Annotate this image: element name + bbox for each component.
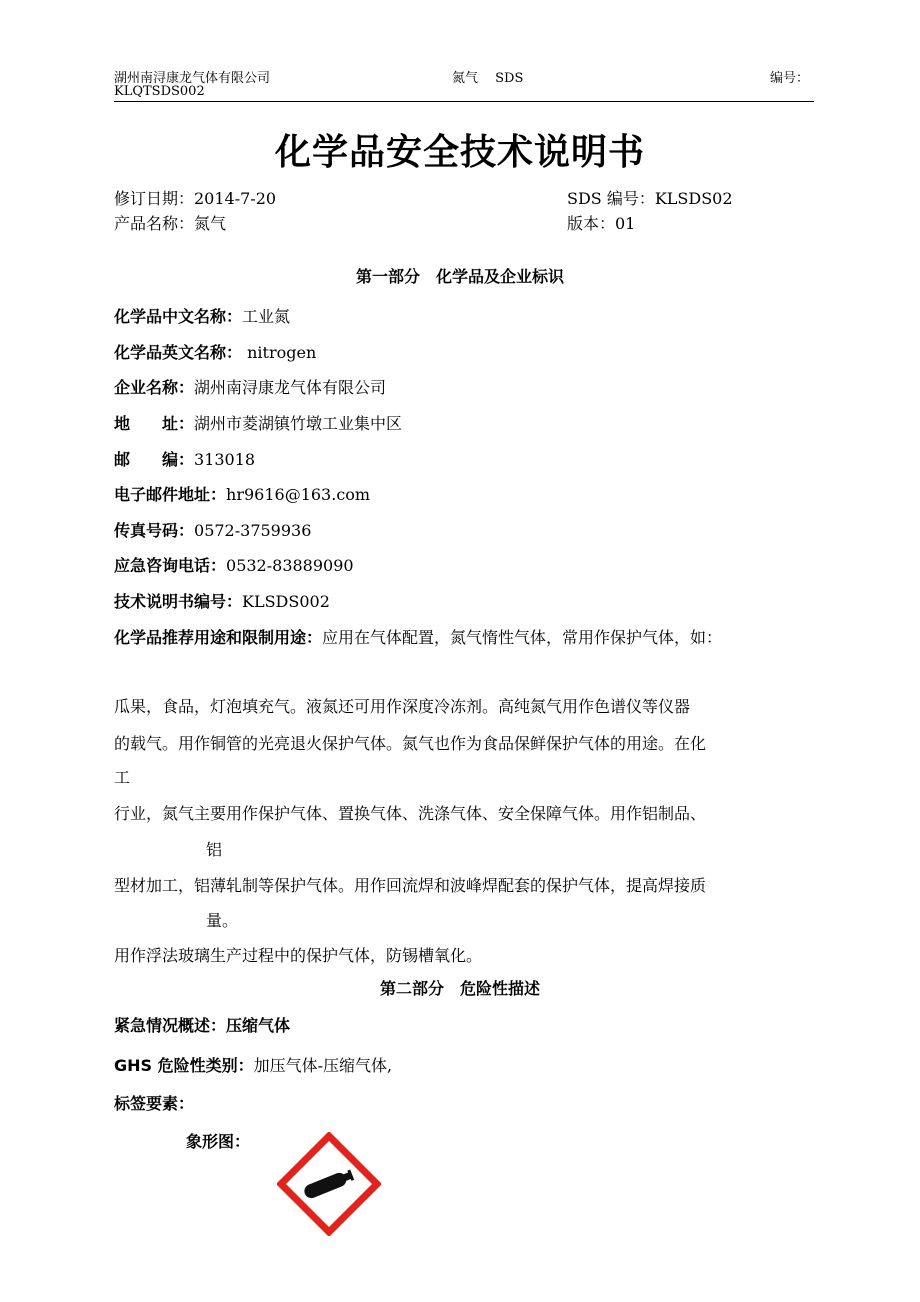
field-company <box>114 375 386 398</box>
sds-number: SDS 编号：KLSDS02 <box>567 189 733 208</box>
field-value: nitrogen <box>242 343 317 362</box>
field-value: 湖州市菱湖镇竹墩工业集中区 <box>194 414 403 433</box>
field-postcode <box>114 447 255 470</box>
body-line: 行业，氮气主要用作保护气体、置换气体、洗涤气体、安全保障气体。用作铝制品、 <box>114 804 707 823</box>
field-label: GHS 危险性类别： <box>114 1056 254 1075</box>
page-title: 化学品安全技术说明书 <box>274 132 645 173</box>
field-value: 工业氮 <box>242 307 291 326</box>
header-number-label: 编号： <box>770 71 810 86</box>
label-elements <box>114 1091 194 1114</box>
field-label: 应急咨询电话： <box>114 556 227 575</box>
field-en-name <box>114 340 316 363</box>
header-company: 湖州南浔康龙气体有限公司 <box>114 71 271 86</box>
body-line: 工 <box>114 768 131 787</box>
field-label: 化学品中文名称： <box>114 307 243 326</box>
ghs-category <box>114 1053 392 1076</box>
field-value: 加压气体-压缩气体, <box>253 1056 393 1075</box>
field-label: 标签要素： <box>114 1094 195 1113</box>
field-value: 应用在气体配置，氮气惰性气体，常用作保护气体，如： <box>322 628 723 647</box>
body-line: 铝 <box>206 840 223 859</box>
field-value: hr9616@163.com <box>226 485 371 504</box>
body-line: 型材加工，铝薄轧制等保护气体。用作回流焊和波峰焊配套的保护气体，提高焊接质 <box>114 876 707 895</box>
field-value: 湖州南浔康龙气体有限公司 <box>194 378 387 397</box>
field-emergency-phone <box>114 553 354 576</box>
field-value: 0532-83889090 <box>226 556 354 575</box>
field-email <box>114 482 370 505</box>
header-rule <box>114 101 814 102</box>
field-usage <box>114 625 722 648</box>
body-line: 的载气。用作铜管的光亮退火保护气体。氮气也作为食品保鲜保护气体的用途。在化 <box>114 734 707 753</box>
field-label: 象形图： <box>186 1132 251 1151</box>
field-label: 化学品推荐用途和限制用途： <box>114 628 323 647</box>
section2-heading: 第二部分 危险性描述 <box>379 979 540 998</box>
field-label: 传真号码： <box>114 521 195 540</box>
field-label: 邮 编： <box>114 450 195 469</box>
field-label: 地 址： <box>114 414 195 433</box>
product-name: 产品名称：氮气 <box>114 214 227 233</box>
field-fax <box>114 518 311 541</box>
body-line: 用作浮法玻璃生产过程中的保护气体，防锡槽氧化。 <box>114 946 483 965</box>
field-doc-number <box>114 589 330 612</box>
section1-heading: 第一部分 化学品及企业标识 <box>355 267 564 286</box>
body-line: 瓜果，食品，灯泡填充气。液氮还可用作深度冷冻剂。高纯氮气用作色谱仪等仪器 <box>114 697 691 716</box>
field-label: 技术说明书编号： <box>114 592 243 611</box>
version: 版本：01 <box>567 214 636 233</box>
field-value: 313018 <box>194 450 256 469</box>
header-doc-code: KLQTSDS002 <box>114 84 205 99</box>
field-label: 化学品英文名称： <box>114 343 243 362</box>
field-value: 压缩气体 <box>226 1016 291 1035</box>
field-label: 企业名称： <box>114 378 195 397</box>
body-line: 量。 <box>206 911 239 930</box>
field-label: 电子邮件地址： <box>114 485 227 504</box>
header-product-sds: 氮气 SDS <box>452 71 524 86</box>
revision-date: 修订日期：2014-7-20 <box>114 189 277 208</box>
field-cn-name <box>114 304 290 327</box>
emergency-overview <box>114 1013 290 1036</box>
field-label: 紧急情况概述： <box>114 1016 227 1035</box>
gas-cylinder-icon <box>277 1132 381 1236</box>
field-value: KLSDS002 <box>242 592 330 611</box>
field-value: 0572-3759936 <box>194 521 312 540</box>
field-address <box>114 411 402 434</box>
pictogram-label <box>186 1129 250 1152</box>
